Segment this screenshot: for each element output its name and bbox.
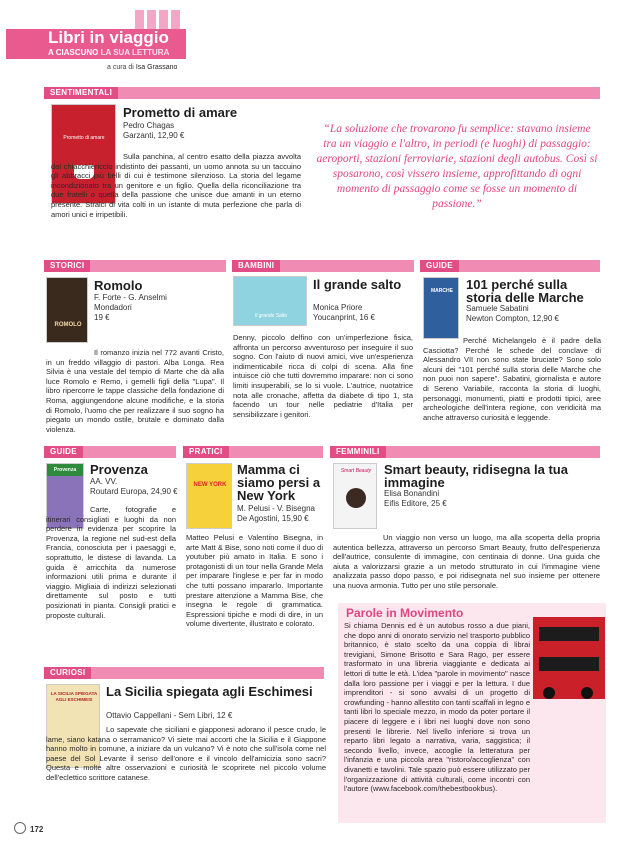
book-publisher-salto: Youcanprint, 16 €	[313, 313, 375, 322]
book-publisher-romolo: Mondadori	[94, 303, 132, 312]
book-text-newyork: Matteo Pelusi e Valentino Bisegna, in arte Matt & Bise, sono noti come il duo di youtuber più amato in Italia. E sono i protagonisti di un tour nella Grande Mela per imparare l'inglese e per far in modo che tutti possano impararlo. Importante prestare attenzione a Mamma Bise, che insegna le regole di grammatica. Espressioni tipiche e modi di dire, in un volume divertente, illustrato e colorato.	[186, 533, 323, 629]
book-author-sicilia: Ottavio Cappellani - Sem Libri, 12 €	[106, 711, 233, 720]
curated-prefix: a cura di	[107, 64, 134, 71]
book-cover-beauty	[333, 463, 377, 529]
book-author-prometto: Pedro Chagas	[123, 121, 175, 130]
book-text-beauty: Un viaggio non verso un luogo, ma alla scoperta della propria autentica bellezza, attraverso un percorso Smart Beauty, frutto dell'esperienza dell'autrice, consulente di immagine, con centinaia di donne. Una guida che aiuta a valorizzarsi grazie a un metodo strutturato in cui l'immagine viene analizzata passo dopo passo, e poi ridisegnata nel suo insieme per ottenere una nuova armonia. Tutto per uno stile personale.	[333, 533, 600, 590]
book-author-salto: Monica Priore	[313, 303, 363, 312]
subtitle-prefix: A CIASCUNO	[48, 48, 99, 57]
parole-text: Si chiama Dennis ed è un autobus rosso a due piani, che dopo anni di onorato servizio nel trasporto pubblico britannico, è stato scelto da una coppia di librai trevigiani, Simone Brisotto e Sara Rago, per essere trasformato in una libreria viaggiante e dedicata ai lettori di tutte le età. L'idea "parole in movimento" nasce dalla loro passione per i viaggi e per la lettura. I due imprenditori - si sono avvalsi di un progetto di crowfunding - hanno allestito con tanti scaffali in legno e tanti libri lo speciale mezzo, in modo da poter portare il piacere di leggere e i libri nei luoghi dove non sono presenti le librerie. Nel livello inferiore si trova un reparto libri legato a narrativa, varia, saggistica; il secondo livello, invece, accoglie la letteratura per l'infanzia e una piccola area "ristoro/accoglienza" con divanetti e tavolini. Tale spazio può essere utilizzato per l'organizzazione di attività culturali, come incontri con l'autore (www.facebook.com/thebestbookbus).	[344, 621, 530, 794]
book-text-romolo: Il romanzo inizia nel 772 avanti Cristo, in un freddo villaggio di pastori. Alba Longa. Rea Silvia è una vestale del tempio di Marte che dà alla luce Romolo e Remo, i gemelli figli della "Lupa". Il libro ripercorre le tappe classiche della fondazione di Roma, aggiungendone alcune modifiche, e la storia di Romolo, l'uomo che per realizzare il suo sogno ha piegato un mondo ostile, brutale e dominato dalla violenza.	[46, 348, 224, 434]
portrait-icon	[346, 488, 366, 508]
book-text-sicilia: Lo sapevate che siciliani e giapponesi adorano il pesce crudo, le lame, siano katana o serramanico? Vi siete mai accorti che la Sicilia e il Giappone hanno molto in comune, a iniziare da un vulcano? Vi è noto che sull'isola come nel paese del Sol Levante il senso dell'onore e il vincolo dell'amicizia sono sacri? Questa e molte altre osservazioni e curiosità le scoprirete nel piccolo volume dell'eclettico scrittore catanese.	[46, 725, 326, 782]
cover-title: MARCHE	[431, 288, 453, 294]
cover-title: Provenza	[47, 464, 83, 476]
curated-name: Isa Grassano	[135, 64, 178, 71]
book-title-salto: Il grande salto	[313, 277, 402, 292]
cover-title: LA SICILIA SPIEGATA AGLI ESCHIMESI	[50, 691, 98, 702]
book-publisher-prometto: Garzanti, 12,90 €	[123, 131, 185, 140]
bus-wheel-icon	[543, 687, 555, 699]
book-publisher-beauty: Eifis Editore, 25 €	[384, 499, 447, 508]
book-text-prometto: Sulla panchina, al centro esatto della piazza avvolta dal chiacchiericcio indistinto dei passanti, un uomo annota su un taccuino gli abbracci più belli di cui è testimone silenzioso. La storia del legame incondizionato tra un genitore e un figlio. Quella della riconciliazione tra due fratelli o quella della passione che unisce due amanti in un eterno presente. Stralci di vita colti in un istante di muta perfezione che parla di amori unici e irripetibili.	[51, 152, 301, 219]
cover-title: Il grande Salto	[254, 313, 288, 319]
bus-image	[533, 617, 605, 699]
book-title-beauty: Smart beauty, ridisegna la tua immagine	[384, 462, 568, 490]
book-title-prometto: Prometto di amare	[123, 105, 238, 120]
book-publisher-marche: Newton Compton, 12,90 €	[466, 314, 559, 323]
book-cover-romolo	[46, 277, 88, 343]
globe-icon	[14, 822, 26, 834]
book-price-romolo: 19 €	[94, 313, 110, 322]
section-label-guide-2: GUIDE	[44, 446, 83, 458]
book-cover-marche	[423, 277, 459, 339]
section-label-femminili: FEMMINILI	[330, 446, 386, 458]
page-subtitle	[48, 48, 169, 57]
book-author-romolo: F. Forte - G. Anselmi	[94, 293, 167, 302]
book-author-beauty: Elisa Bonandini	[384, 489, 440, 498]
book-text-marche: Perché Michelangelo è il padre della Casciotta? Perché le schede del conclave di Alessandro VII non sono state bruciate? Sono solo alcuni dei "101 perché sulla storia delle Marche che non puoi non sapere". Sabatini, giornalista e autore di Sereno Variabile, racconta la storia di luoghi, personaggi, monumenti, piatti e prodotti tipici, aree archeologiche dell'intera regione, con veridicità ma anche attraverso curiosità e leggende.	[423, 336, 601, 422]
book-publisher-newyork: De Agostini, 15,90 €	[237, 514, 309, 523]
page-number: 172	[30, 825, 44, 834]
section-label-bambini: BAMBINI	[232, 260, 280, 272]
book-author-provenza: AA. VV.	[90, 477, 118, 486]
section-label-storici: STORICI	[44, 260, 90, 272]
cover-title: NEW YORK	[193, 482, 227, 488]
bus-wheel-icon	[581, 687, 593, 699]
bus-window-upper	[539, 627, 599, 641]
subtitle-highlight: LA SUA LETTURA	[100, 48, 170, 57]
book-cover-salto	[233, 276, 307, 326]
section-label-sentimentali: SENTIMENTALI	[44, 87, 118, 99]
section-label-pratici: PRATICI	[183, 446, 229, 458]
section-label-curiosi: CURIOSI	[44, 667, 91, 679]
book-title-sicilia: La Sicilia spiegata agli Eschimesi	[106, 684, 313, 699]
book-title-provenza: Provenza	[90, 462, 148, 477]
cover-title: Smart Beauty	[340, 468, 372, 474]
pull-quote: “La soluzione che trovarono fu semplice: stavano insieme tra un viaggio e l'altro, in periodi (e luoghi) di passaggio: aeroporti, stazioni ferroviarie, stazioni degli autobus. Così si sposarono, così vissero insieme, approfittando di ogni momento di passaggio come se fosse un momento di passione.”	[316, 123, 598, 210]
bus-window-lower	[539, 657, 599, 671]
book-text-provenza: Carte, fotografie e itinerari consigliati e luoghi da non perdere in evidenza per scoprire la Provenza, la regione nel sud-est della Francia, conosciuta per i paesaggi e, soprattutto, le distese di lavanda. La guida è arricchita da numerose informazioni utili prima e durante il viaggio. Migliaia di indirizzi selezionati direttamente sul posto e tutti posizionati in pianta. Consigli pratici e proposte culturali.	[46, 505, 176, 620]
page-title: Libri in viaggio	[48, 28, 169, 47]
book-title-romolo: Romolo	[94, 278, 143, 293]
book-author-newyork: M. Pelusi - V. Bisegna	[237, 504, 315, 513]
section-bar-sentimentali	[44, 87, 600, 99]
book-publisher-provenza: Routard Europa, 24,90 €	[90, 487, 178, 496]
book-text-salto: Denny, piccolo delfino con un'imperfezione fisica, affronta un percorso avventuroso per inseguire il suo sogno. Con l'aiuto di nuovi amici, vive un'esperienza indimenticabile ricca di colpi di scena. Alla fine intuisce ciò che tutti dovremmo imparare: non ci sono limiti insuperabili, se lo si vuole. L'autrice, nuotatrice nota alle cronache, affetta da diabete di tipo 1, sta facendo un tour nelle pediatrie d'Italia per sensibilizzare i genitori.	[233, 333, 413, 419]
book-title-marche: 101 perché sulla storia delle Marche	[466, 277, 584, 305]
parole-title: Parole in Movimento	[346, 606, 464, 620]
curated-by	[107, 64, 177, 71]
cover-title: ROMOLO	[54, 322, 82, 328]
book-cover-newyork	[186, 463, 232, 529]
book-title-newyork: Mamma ci siamo persi a New York	[237, 462, 321, 503]
cover-title: Prometto di amare	[63, 135, 105, 141]
book-author-marche: Samuele Sabatini	[466, 304, 529, 313]
page-header	[0, 0, 617, 80]
section-label-guide-1: GUIDE	[420, 260, 459, 272]
